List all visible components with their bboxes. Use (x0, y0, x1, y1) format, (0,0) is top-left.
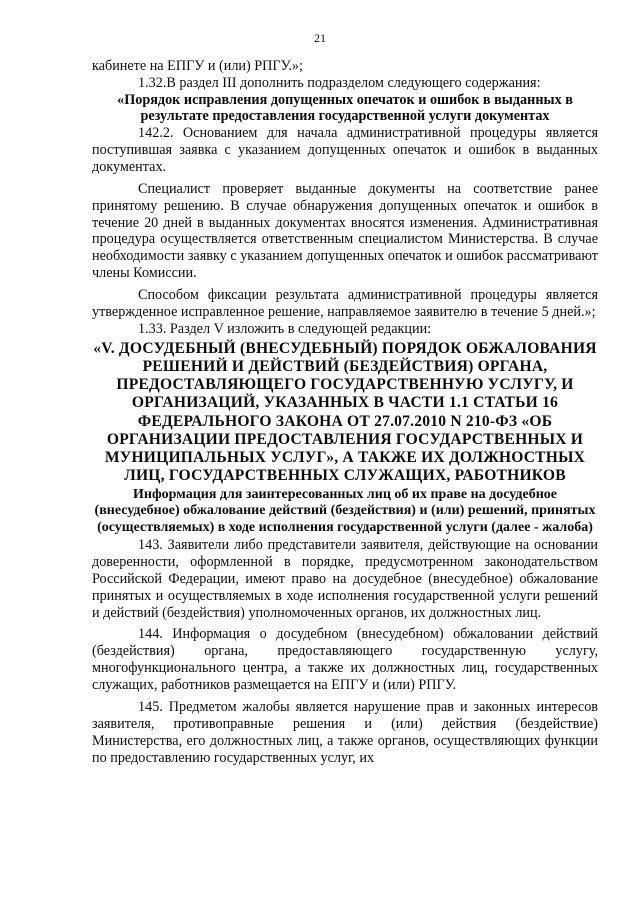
paragraph-144: 144. Информация о досудебном (внесудебном) обжаловании действий (бездействия) органа, предоставляющего государственную услугу, многофункционального центра, а также их должностных лиц, государственных служащих, работников размещается на ЕПГУ и (или) РПГУ. (92, 626, 598, 694)
paragraph-142-2: 142.2. Основанием для начала административной процедуры является поступившая заявка с указанием допущенных опечаток и ошибок в выданных документах. (92, 125, 598, 175)
section-v-title: «V. ДОСУДЕБНЫЙ (ВНЕСУДЕБНЫЙ) ПОРЯДОК ОБЖАЛОВАНИЯ РЕШЕНИЙ И ДЕЙСТВИЙ (БЕЗДЕЙСТВИЯ) ОРГАНА, ПРЕДОСТАВЛЯЮЩЕГО ГОСУДАРСТВЕННУЮ УСЛУГУ, И ОРГАНИЗАЦИЙ, УКАЗАННЫХ В ЧАСТИ 1.1 СТАТЬИ 16 ФЕДЕРАЛЬНОГО ЗАКОНА ОТ 27.07.2010 N 210-ФЗ «ОБ ОРГАНИЗАЦИИ ПРЕДОСТАВЛЕНИЯ ГОСУДАРСТВЕННЫХ И МУНИЦИПАЛЬНЫХ УСЛУГ», А ТАКЖЕ ИХ ДОЛЖНОСТНЫХ ЛИЦ, ГОСУДАРСТВЕННЫХ СЛУЖАЩИХ, РАБОТНИКОВ (93, 339, 597, 485)
paragraph-143: 143. Заявители либо представители заявителя, действующие на основании доверенности, оформленной в порядке, предусмотренном законодательством Российской Федерации, имеют право на досудебное (внесудебное) обжалование принятых и осуществляемых в ходе исполнения государственной услуги решений и действий (бездействия) уполномоченных органов, их должностных лиц. (92, 536, 598, 621)
continuation-line: кабинете на ЕПГУ и (или) РПГУ.»; (92, 58, 303, 74)
subsection-heading-corrections: «Порядок исправления допущенных опечаток и ошибок в выданных в результате предоставления государственной услуги документах (117, 91, 573, 125)
paragraph-specialist: Специалист проверяет выданные документы на соответствие ранее принятому решению. В случае обнаружения допущенных опечаток и ошибок в течение 20 дней в выданных документах вносятся изменения. Административная процедура осуществляется ответственным специалистом Министерства. В случае необходимости заявку с указанием допущенных опечаток и ошибок рассматривают члены Комиссии. (92, 180, 598, 282)
info-subheading: Информация для заинтересованных лиц об их праве на досудебное (внесудебное) обжалование действий (бездействия) и (или) решений, принятых (осуществляемых) в ходе исполнения государственной услуги (далее - жалоба) (94, 486, 596, 536)
paragraph-145: 145. Предметом жалобы является нарушение прав и законных интересов заявителя, противоправные решения и (или) действия (бездействие) Министерства, его должностных лиц, а также органов, осуществляющих функции по предоставлению государственных услуг, их (92, 699, 598, 766)
page-number: 21 (314, 31, 326, 45)
document-body (92, 58, 598, 767)
paragraph-fixation: Способом фиксации результата административной процедуры является утвержденное исправленное решение, направляемое заявителю в течение 5 дней.»; (92, 287, 598, 321)
amendment-item-1-33: 1.33. Раздел V изложить в следующей редакции: (138, 320, 432, 337)
amendment-item-1-32: 1.32.В раздел III дополнить подразделом следующего содержания: (138, 74, 541, 91)
